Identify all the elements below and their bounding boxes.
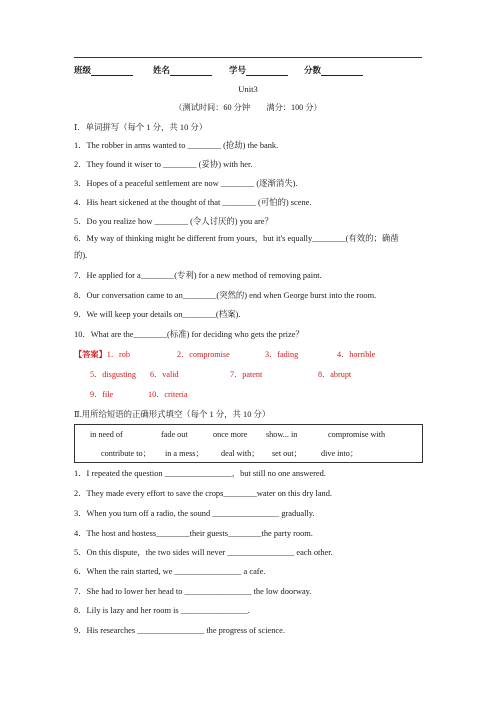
phrase-item: in need of bbox=[90, 430, 123, 439]
question-item-continued: 的). bbox=[74, 251, 88, 260]
question-item: 4．His heart sickened at the thought of that ________ (可怕的) scene. bbox=[74, 198, 312, 207]
answer-item: 4．horrible bbox=[337, 350, 376, 359]
question-item: 8．Our conversation came to an________(突然的) end when George burst into the room. bbox=[74, 291, 377, 300]
phrase-item: show... in bbox=[266, 430, 298, 439]
class-blank bbox=[91, 66, 133, 76]
phrase-item: compromise with bbox=[328, 430, 386, 439]
question-item: 6．When the rain started, we ________________ a cafe. bbox=[74, 567, 266, 576]
question-item: 1．I repeated the question ________________，but still no one answered. bbox=[74, 469, 326, 478]
answer-item: 6．valid bbox=[150, 370, 179, 379]
page-title: Unit3 bbox=[238, 84, 258, 94]
id-label: 学号 bbox=[229, 65, 247, 75]
id-field bbox=[229, 64, 288, 76]
score-blank bbox=[321, 66, 363, 76]
question-item: 3．When you turn off a radio, the sound ________________ gradually. bbox=[74, 509, 315, 518]
phrase-box bbox=[74, 424, 423, 463]
answer-item: 7．patent bbox=[230, 370, 263, 379]
question-item: 6．My way of thinking might be different from yours，but it's equally________(有效的；确凿 bbox=[74, 234, 399, 243]
question-item: 1．The robber in arms wanted to ________ (抢劫) the bank. bbox=[74, 141, 279, 150]
question-item: 5．On this dispute，the two sides will never ________________ each other. bbox=[74, 548, 333, 557]
answer-item: 5．disgusting bbox=[90, 370, 136, 379]
answer-item: 2．compromise bbox=[177, 350, 230, 359]
name-blank bbox=[170, 66, 212, 76]
id-blank bbox=[246, 66, 288, 76]
phrase-item: set out； bbox=[272, 449, 302, 458]
section2-heading: Ⅱ.用所给短语的正确形式填空（每个 1 分，共 10 分） bbox=[74, 410, 271, 419]
question-item: 10．What are the________(标准) for deciding who gets the prize？ bbox=[74, 330, 304, 339]
name-label: 姓名 bbox=[153, 65, 171, 75]
name-field bbox=[153, 64, 212, 76]
phrase-item: once more bbox=[213, 430, 248, 439]
answer-item: 8．abrupt bbox=[318, 370, 352, 379]
class-label: 班级 bbox=[74, 65, 92, 75]
question-item: 3．Hopes of a peaceful settlement are now ________ (逐渐消失). bbox=[74, 179, 298, 188]
score-field bbox=[304, 64, 363, 76]
question-item: 2．They found it wiser to ________ (妥协) with her. bbox=[74, 160, 253, 169]
page-subtitle: （测试时间：60 分钟 满分：100 分） bbox=[174, 103, 322, 112]
question-item: 7．She had to lower her head to ________________ the low doorway. bbox=[74, 587, 312, 596]
score-label: 分数 bbox=[304, 65, 322, 75]
top-rule bbox=[74, 57, 422, 58]
answer-row-1 bbox=[74, 349, 130, 360]
answer-item: 3．fading bbox=[265, 350, 299, 359]
answer-label: 【答案】 bbox=[74, 350, 107, 359]
class-field bbox=[74, 64, 133, 76]
phrase-item: deal with； bbox=[221, 449, 260, 458]
answer-item: 9．file bbox=[90, 390, 114, 399]
question-item: 5．Do you realize how ________ (令人讨厌的) you are？ bbox=[74, 217, 273, 226]
question-item: 2．They made every effort to save the crops________water on this dry land. bbox=[74, 489, 333, 498]
question-item: 7．He applied for a________(专利) for a new method of removing paint. bbox=[74, 271, 322, 280]
phrase-item: in a mess； bbox=[165, 449, 204, 458]
section1-heading: Ⅰ．单词拼写（每个 1 分，共 10 分） bbox=[74, 123, 208, 132]
answer-item: 10．criteria bbox=[148, 390, 188, 399]
question-item: 9．His researches ________________ the progress of science. bbox=[74, 626, 285, 635]
question-item: 4．The host and hostess________their guests________the party room. bbox=[74, 529, 313, 538]
phrase-item: contribute to； bbox=[101, 449, 151, 458]
phrase-item: dive into； bbox=[321, 449, 359, 458]
question-item: 8．Lily is lazy and her room is ________________. bbox=[74, 606, 250, 615]
question-item: 9．We will keep your details on________(档案). bbox=[74, 310, 241, 319]
answer-item: 1．rob bbox=[106, 350, 130, 359]
phrase-item: fade out bbox=[161, 430, 188, 439]
